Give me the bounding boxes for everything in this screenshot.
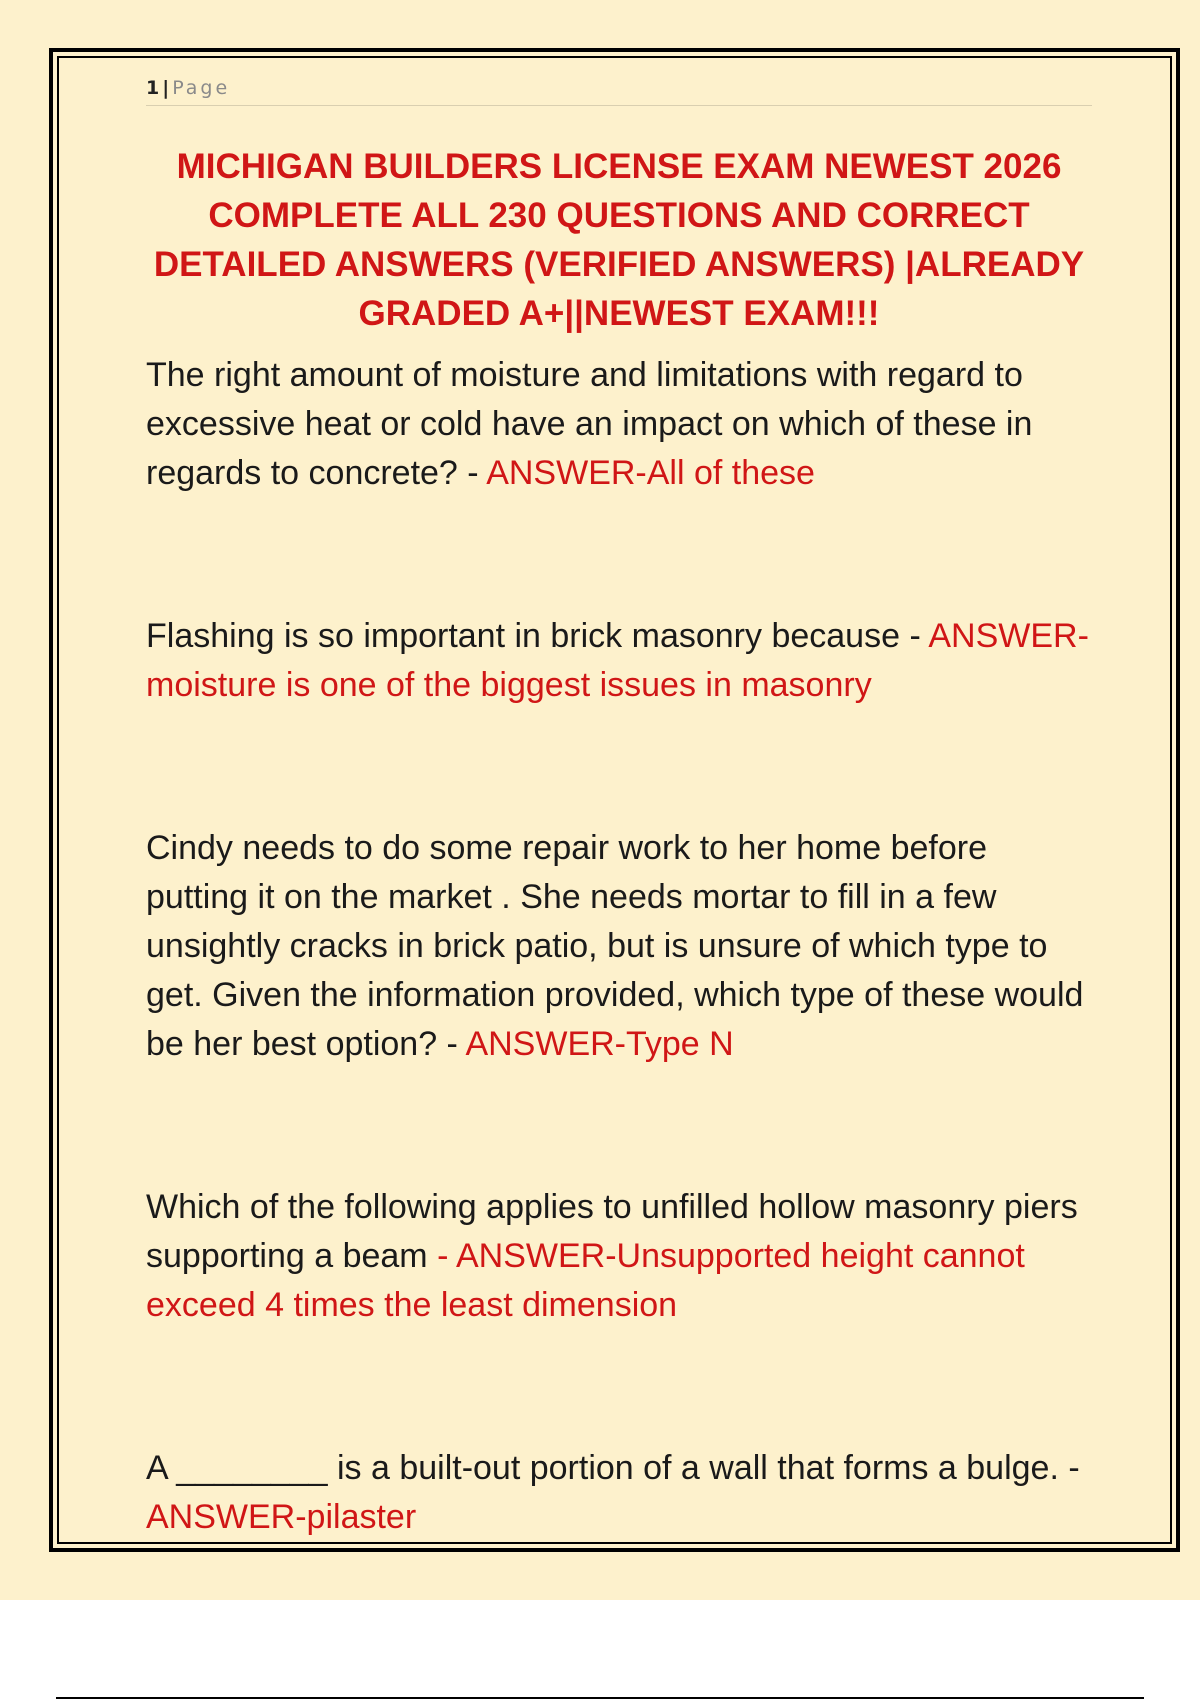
page-header bbox=[146, 74, 1092, 106]
question-text: Which of the following applies to unfilled hollow masonry piers supporting a beam bbox=[146, 1188, 1078, 1275]
answer-text: ANSWER-pilaster bbox=[146, 1498, 417, 1536]
answer-text: ANSWER-moisture is one of the biggest issues in masonry bbox=[146, 617, 1089, 704]
question-text: A ________ is a built-out portion of a wall that forms a bulge. - bbox=[146, 1449, 1080, 1487]
page-separator: | bbox=[162, 77, 170, 99]
page-number: 1 bbox=[146, 77, 160, 99]
page-label: Page bbox=[172, 77, 231, 99]
qa-item-4 bbox=[146, 1183, 1096, 1330]
qa-item-5 bbox=[146, 1444, 1096, 1542]
qa-item-2 bbox=[146, 612, 1096, 710]
answer-text: - ANSWER-Unsupported height cannot exceed 4 times the least dimension bbox=[146, 1237, 1025, 1324]
question-text: Flashing is so important in brick masonry because - bbox=[146, 617, 929, 655]
qa-list bbox=[146, 351, 1096, 1656]
question-text: The right amount of moisture and limitations with regard to excessive heat or cold have an impact on which of these in regards to concrete? - bbox=[146, 356, 1033, 492]
next-page-rule bbox=[56, 1697, 1144, 1699]
question-text: Cindy needs to do some repair work to her home before putting it on the market . She needs mortar to fill in a few unsightly cracks in brick patio, but is unsure of which type to get. Given the information provided, which type of these would be her best option? - bbox=[146, 829, 1084, 1063]
answer-text: ANSWER-All of these bbox=[486, 454, 815, 492]
answer-text: ANSWER-Type N bbox=[465, 1025, 734, 1063]
qa-item-1 bbox=[146, 351, 1096, 498]
document-title: MICHIGAN BUILDERS LICENSE EXAM NEWEST 2026 COMPLETE ALL 230 QUESTIONS AND CORRECT DETAILED ANSWERS (VERIFIED ANSWERS) |ALREADY GRADED A+||NEWEST EXAM!!! bbox=[153, 147, 1085, 333]
qa-item-3 bbox=[146, 824, 1096, 1069]
